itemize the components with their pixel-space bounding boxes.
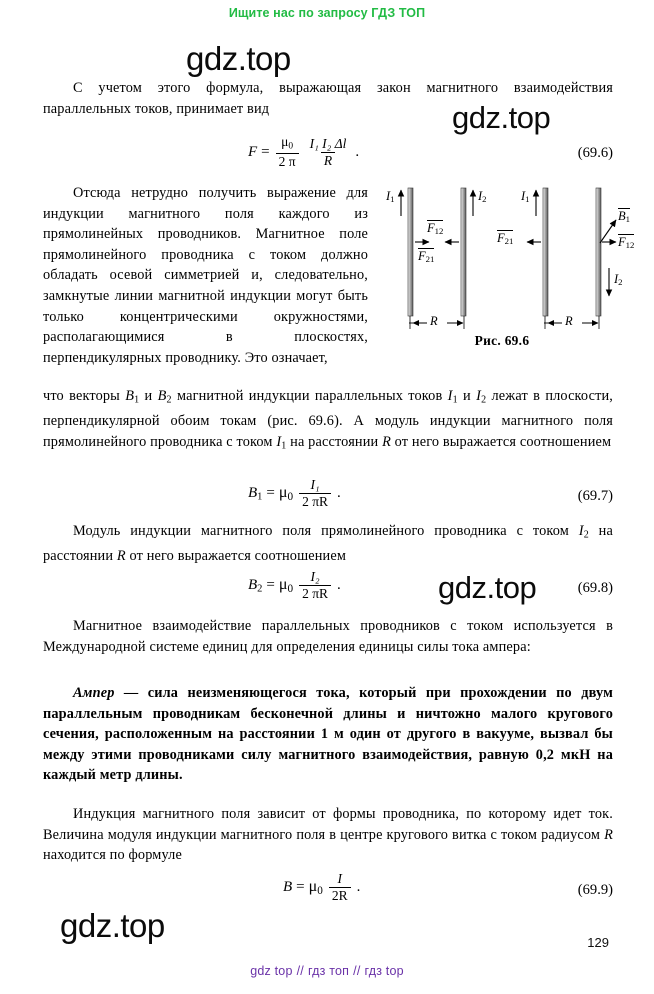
left-diagram-conductor-1: [408, 188, 413, 316]
watermark-logo-upper-right: gdz.top: [452, 100, 551, 135]
formula-69-7: [248, 478, 341, 509]
formula-69-6-lhs: F: [248, 143, 258, 160]
footer-link-gdz-top[interactable]: gdz top: [250, 964, 293, 978]
formula-69-9-lhs: B: [283, 879, 293, 896]
right-diagram-B1-arrow: [600, 220, 616, 243]
left-diagram-label-F12: $F_{12}$: [427, 221, 444, 237]
figure-69-6: [383, 180, 645, 355]
formula-69-8-fraction: [299, 570, 331, 601]
formula-69-6-fraction-mu: [276, 135, 299, 169]
right-diagram-conductor-1: [543, 188, 548, 316]
formula-69-8-numerator: I₂: [310, 569, 320, 584]
footer-link-gdz-top-cyrillic[interactable]: гдз топ: [307, 964, 350, 978]
paragraph-intro-block: [43, 78, 613, 119]
right-diagram-label-R: R: [565, 314, 573, 328]
formula-69-7-number: (69.7): [577, 488, 613, 504]
paragraph-before-698-block: [43, 521, 613, 567]
formula-69-7-numerator: I₁: [310, 477, 320, 492]
figure-caption: Рис. 69.6: [474, 333, 530, 348]
right-diagram-label-B1: $B_1$: [618, 209, 631, 225]
left-diagram-conductor-2: [461, 188, 466, 316]
page-number: 129: [587, 935, 609, 950]
formula-69-6: [248, 135, 359, 169]
paragraph-ampere-definition-block: [43, 683, 613, 786]
figure-69-6-svg: [383, 180, 645, 355]
formula-69-7-denominator: 2 πR: [299, 493, 331, 509]
watermark-logo-middle: gdz.top: [438, 570, 537, 605]
right-diagram-label-I1: $I_1$: [521, 189, 530, 205]
right-diagram-conductor-2: [596, 188, 601, 316]
left-diagram-label-R: R: [430, 314, 438, 328]
formula-69-7-fraction: [299, 478, 331, 509]
formula-69-9-number: (69.9): [577, 882, 613, 898]
formula-69-9-row: [43, 872, 613, 912]
formula-69-9-period: .: [356, 879, 361, 896]
formula-69-6-equals: =: [261, 143, 270, 160]
formula-69-6-numerator: I₁ I₂ Δl: [309, 135, 347, 151]
footer-separator-1: //: [296, 964, 304, 978]
formula-69-6-denominator-R: R: [321, 152, 335, 168]
formula-69-8-denominator: 2 πR: [299, 585, 331, 601]
formula-69-9-equals: =: [296, 879, 305, 896]
paragraph-after-figure: что векторы $B_1$ и $B_2$ магнитной индукции параллельных токов $I_1$ и $I_2$ лежат в плоскости, перпендикулярной обоим токам (рис. 69.6). А модуль индукции магнитного поля прямолинейного проводника с током $I_1$ на расстоянии R от него выражается соотношением: [43, 388, 614, 452]
formula-69-7-row: [43, 478, 613, 518]
formula-69-9-fraction: [329, 872, 351, 903]
footer-links: [0, 964, 654, 978]
formula-69-9-mu: $\mu_0$: [308, 878, 323, 898]
formula-69-8: [248, 570, 341, 601]
formula-69-7-mu: $\mu_0$: [278, 484, 294, 504]
formula-69-7-lhs: $B_1$: [248, 484, 263, 503]
formula-69-8-lhs: $B_2$: [248, 576, 263, 595]
formula-69-8-equals: =: [266, 577, 275, 594]
formula-69-7-period: .: [337, 485, 341, 502]
watermark-logo-bottom: gdz.top: [60, 907, 165, 944]
formula-69-6-mu: $\mu_0$: [281, 134, 294, 152]
paragraph-before-698: Модуль индукции магнитного поля прямолинейного проводника с током $I_2$ на расстоянии R от него выражается соотношением: [43, 523, 613, 565]
formula-69-9-denominator: 2R: [329, 887, 351, 903]
ampere-term: Ампер: [73, 685, 115, 701]
right-diagram-label-I2: $I_2$: [614, 272, 623, 288]
right-diagram-label-F21: $F_{21}$: [497, 231, 514, 247]
paragraph-beside-figure: Отсюда нетрудно получить выражение для индукции магнитного поля каждого из прямолинейных проводников. Магнитное поле прямолинейного проводника с током должно обладать осевой симметрией и, следовательно, замкнутые линии магнитной индукции могут быть только концентрическими окружностями, располагающимися в плоскостях, перпендикулярных проводнику. Это означает,: [43, 185, 368, 366]
formula-69-8-period: .: [337, 577, 341, 594]
formula-69-9-numerator: I: [337, 871, 342, 886]
formula-69-6-fraction-main: [307, 137, 350, 168]
paragraph-after-figure-block: [43, 386, 613, 457]
formula-69-8-number: (69.8): [577, 580, 613, 596]
watermark-logo-top: gdz.top: [186, 40, 291, 77]
paragraph-loop-field: Индукция магнитного поля зависит от формы проводника, по которому идет ток. Величина модуля индукции магнитного поля в центре кругового витка с током радиусом R находится по формуле: [43, 806, 613, 864]
right-diagram-label-F12: $F_{12}$: [618, 235, 635, 251]
paragraph-intro: С учетом этого формула, выражающая закон магнитного взаимодействия параллельных токов, принимает вид: [43, 80, 613, 117]
footer-separator-2: //: [353, 964, 361, 978]
formula-69-6-number: (69.6): [577, 145, 613, 161]
paragraph-ampere-definition: [43, 683, 613, 786]
formula-69-7-equals: =: [266, 485, 275, 502]
formula-69-8-mu: $\mu_0$: [278, 576, 294, 596]
promo-header: Ищите нас по запросу ГДЗ ТОП: [228, 6, 426, 20]
footer-link-gdz-top-mixed[interactable]: гдз top: [364, 964, 404, 978]
paragraph-loop-field-block: [43, 804, 613, 866]
formula-69-9: [283, 872, 360, 903]
left-diagram-label-F21: $F_{21}$: [418, 249, 435, 265]
ampere-definition-text: — сила неизменяющегося тока, который при прохождении по двум параллельным проводникам бесконечной длины и ничтожно малого кругового сечения, расположенным на расстоянии 1 м один от другого в вакууме, вызвал бы между этими проводниками силу магнитного взаимодействия, равную 0,2 мкН на каждый метр длины.: [43, 685, 613, 784]
formula-69-6-period: .: [355, 143, 360, 160]
paragraph-si-units: Магнитное взаимодействие параллельных проводников с током используется в Международной системе единиц для определения единицы силы тока ампера:: [43, 618, 613, 655]
left-diagram-label-I1: $I_1$: [386, 189, 395, 205]
paragraph-si-units-block: [43, 616, 613, 657]
left-diagram-label-I2: $I_2$: [478, 189, 487, 205]
formula-69-6-denominator-2pi: 2 π: [276, 153, 299, 169]
formula-69-8-row: [43, 570, 613, 610]
formula-69-6-row: [43, 135, 613, 175]
